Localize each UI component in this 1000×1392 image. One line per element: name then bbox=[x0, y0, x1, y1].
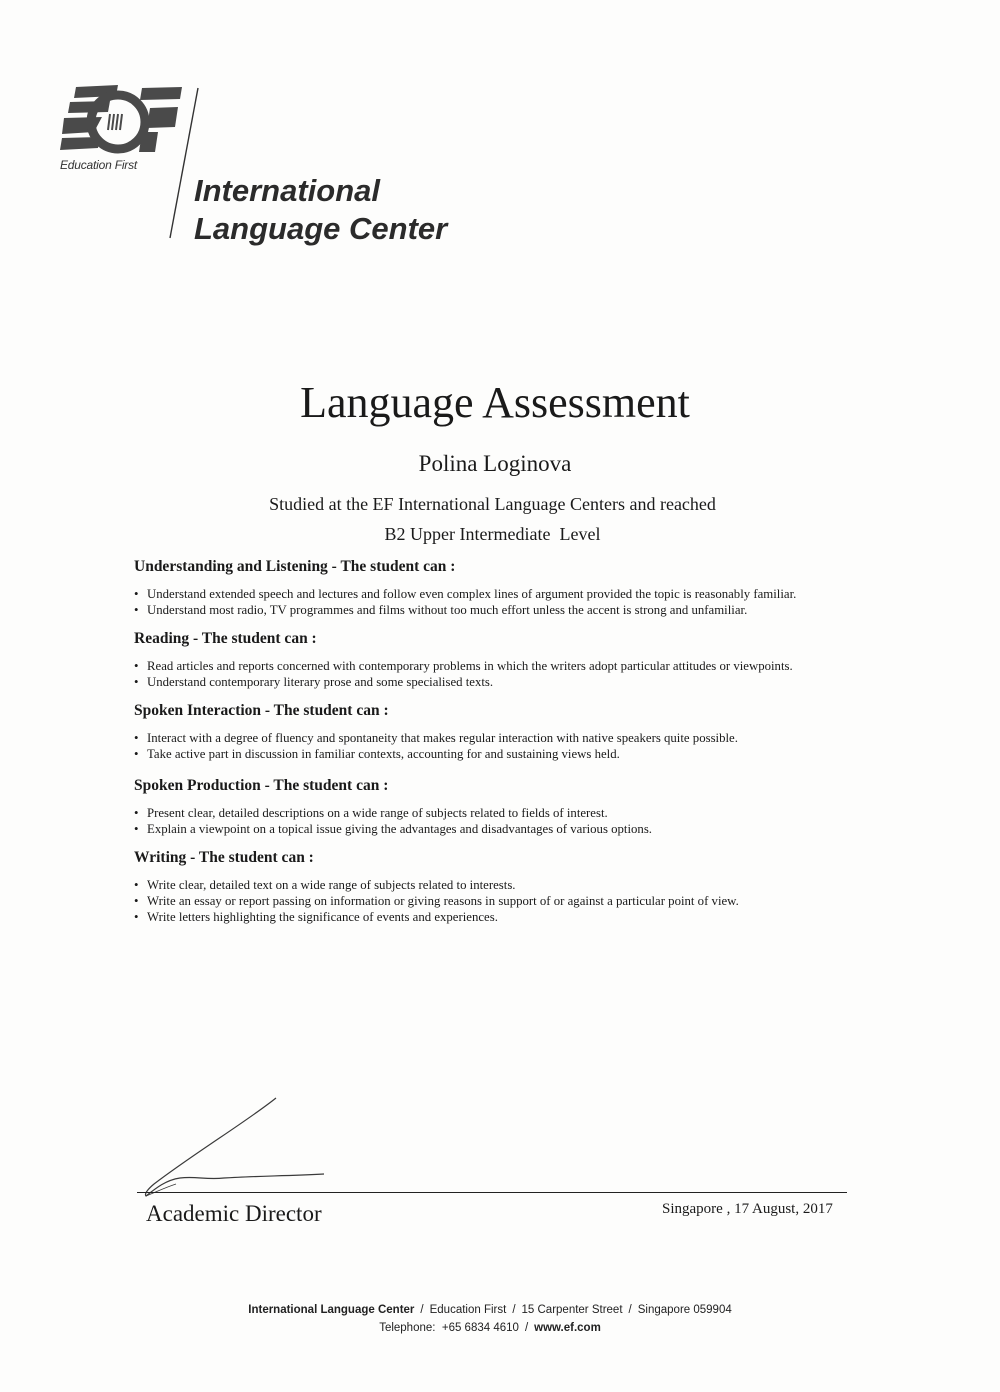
footer-org: International Language Center bbox=[248, 1304, 415, 1316]
skill-list bbox=[134, 805, 894, 837]
level-statement: B2 Upper Intermediate Level bbox=[384, 524, 601, 544]
skill-list bbox=[134, 877, 894, 925]
footer-phone: +65 6834 4610 bbox=[441, 1322, 519, 1334]
section-reading bbox=[134, 630, 894, 690]
skill-item: • Take active part in discussion in familiar contexts, accounting for and sustaining views held. bbox=[134, 746, 894, 762]
footer-street: 15 Carpenter Street bbox=[521, 1304, 623, 1316]
section-spoken-production bbox=[134, 777, 894, 837]
section-heading: Understanding and Listening - The student can : bbox=[134, 558, 456, 575]
section-heading: Spoken Interaction - The student can : bbox=[134, 702, 389, 719]
signature-line bbox=[137, 1192, 847, 1193]
section-understanding-listening bbox=[134, 558, 894, 618]
section-writing bbox=[134, 849, 894, 925]
skill-item: • Read articles and reports concerned with contemporary problems in which the writers adopt particular attitudes or viewpoints. bbox=[134, 658, 894, 674]
place-and-date: Singapore , 17 August, 2017 bbox=[662, 1201, 833, 1217]
footer-phone-label: Telephone: bbox=[379, 1322, 436, 1334]
center-name-line2: Language Center bbox=[194, 211, 448, 246]
skill-list bbox=[134, 730, 894, 762]
student-name: Polina Loginova bbox=[418, 451, 572, 476]
skill-item: • Interact with a degree of fluency and spontaneity that makes regular interaction with native speakers quite possible. bbox=[134, 730, 894, 746]
skill-item: • Write clear, detailed text on a wide range of subjects related to interests. bbox=[134, 877, 894, 893]
skill-list bbox=[134, 586, 894, 618]
skill-item: • Explain a viewpoint on a topical issue giving the advantages and disadvantages of various options. bbox=[134, 821, 894, 837]
center-name bbox=[194, 172, 447, 248]
footer-address-line: International Language Center / Education First / 15 Carpenter Street / Singapore 059904 bbox=[248, 1304, 732, 1316]
skill-item: • Understand contemporary literary prose and some specialised texts. bbox=[134, 674, 894, 690]
footer-website: www.ef.com bbox=[534, 1322, 601, 1334]
skill-item: • Understand most radio, TV programmes and films without too much effort unless the accent is strong and unfamiliar. bbox=[134, 602, 894, 618]
section-heading: Writing - The student can : bbox=[134, 849, 314, 866]
footer-contact-line: Telephone: +65 6834 4610 / www.ef.com bbox=[379, 1322, 601, 1334]
assessment-sections bbox=[134, 558, 894, 937]
footer-parent: Education First bbox=[429, 1304, 507, 1316]
skill-item: • Write an essay or report passing on information or giving reasons in support of or against a particular point of view. bbox=[134, 893, 894, 909]
document-title: Language Assessment bbox=[300, 378, 690, 427]
handwritten-signature bbox=[136, 1092, 336, 1202]
skill-item: • Present clear, detailed descriptions on a wide range of subjects related to fields of interest. bbox=[134, 805, 894, 821]
footer-city: Singapore 059904 bbox=[637, 1304, 732, 1316]
section-spoken-interaction bbox=[134, 702, 894, 762]
footer bbox=[0, 1301, 980, 1337]
skill-item: • Understand extended speech and lectures and follow even complex lines of argument provided the topic is reasonably familiar. bbox=[134, 586, 894, 602]
section-heading: Reading - The student can : bbox=[134, 630, 317, 647]
center-name-line1: International bbox=[194, 173, 381, 208]
signatory-title: Academic Director bbox=[146, 1201, 322, 1226]
section-heading: Spoken Production - The student can : bbox=[134, 777, 389, 794]
skill-item: • Write letters highlighting the significance of events and experiences. bbox=[134, 909, 894, 925]
skill-list bbox=[134, 658, 894, 690]
studied-statement: Studied at the EF International Language Centers and reached bbox=[269, 494, 716, 514]
logo-tagline: Education First bbox=[60, 158, 138, 172]
